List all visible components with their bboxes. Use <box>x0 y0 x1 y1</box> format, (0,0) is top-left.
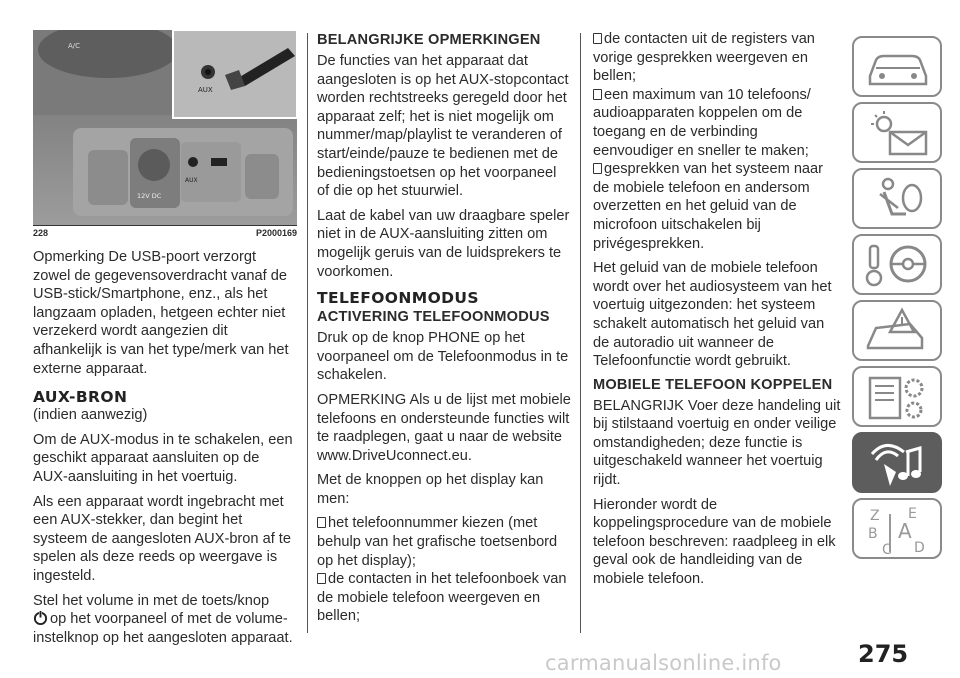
ac-label: A/C <box>68 42 81 50</box>
usb-note: Opmerking De USB-poort verzorgt zowel de gegevensoverdracht vanaf de USB-stick/Smartphone, enz., als het langzaam opladen, hetgeen echter niet verzekerd wordt aangezien dit afhankelijk is van het type/merk van het externe apparaat. <box>33 249 289 377</box>
column-divider-1 <box>307 33 308 633</box>
phone-audio-paragraph: Het geluid van de mobiele telefoon wordt over het audiosysteem van het voertuig uitgezonden: het systeem schakelt automatisch het geluid van de autoradio uit wanneer de Telefoonfunctie wordt gebruikt. <box>593 260 832 370</box>
breakdown-icon <box>862 306 934 358</box>
index-letter-c: C <box>882 542 892 556</box>
phone-activation-paragraph: Druk op de knop PHONE op het voorpaneel om de Telefoonmodus in te schakelen. <box>317 330 569 384</box>
bullet-box-icon <box>593 163 602 174</box>
column-divider-2 <box>580 33 581 633</box>
important-notes-paragraph-1: De functies van het apparaat dat aangesloten is op het AUX-stopcontact worden rechtstreeks geregeld door het apparaat zelf; het is niet mogelijk om nummer/map/playlist te veranderen of start/einde/pauze te bedienen met de bedieningstoetsen op het voorpaneel of die op het stuurwiel. <box>317 53 569 200</box>
aux-paragraph-3 <box>33 592 297 648</box>
bullet-box-icon <box>317 517 326 528</box>
tab-index[interactable] <box>852 498 942 559</box>
bullet-box-icon <box>593 89 602 100</box>
volume-text-a: Stel het volume in met de toets/knop <box>33 592 270 609</box>
bullet-box-icon <box>593 33 602 44</box>
phone-list-note: OPMERKING Als u de lijst met mobiele telefoons en ondersteunde functies wilt te raadplegen, gaat u naar de website www.DriveUconnect.eu. <box>317 391 571 464</box>
index-letter-b: B <box>868 526 878 542</box>
index-letter-e: E <box>908 506 917 522</box>
column-2 <box>317 30 572 632</box>
aux-paragraph-2: Als een apparaat wordt ingebracht met een AUX-stekker, dan begint het systeem de aangesloten AUX-bron af te spelen als deze reeds op weergave is ingesteld. <box>33 493 291 584</box>
list-item: gesprekken van het systeem naar de mobiele telefoon en andersom overzetten en het geluid van de microfoon uitschakelen bij privégesprekken. <box>593 161 824 252</box>
watermark: carmanualsonline.info <box>545 651 782 675</box>
column-1 <box>33 30 297 653</box>
column-3 <box>593 30 841 595</box>
page-number: 275 <box>858 640 909 668</box>
index-icon <box>862 504 934 556</box>
warning-lights-icon <box>862 108 934 160</box>
phone-mode-heading: TELEFOONMODUS <box>317 289 479 308</box>
pair-phone-important: BELANGRIJK Voer deze handeling uit bij stilstaand voertuig en onder veilige omstandigheden; deze functie is uitgeschakeld wanneer het voertuig rijdt. <box>593 397 841 489</box>
volume-text-b: op het voorpaneel of met de volume-instelknop op het aangesloten apparaat. <box>33 611 293 646</box>
tab-emergency[interactable] <box>852 300 942 361</box>
aux-bottom-label: AUX <box>185 177 198 184</box>
list-item: een maximum van 10 telefoons/ audioapparaten koppelen om de toegang en de verbinding eenvoudiger en sneller te maken; <box>593 86 811 159</box>
tab-multimedia[interactable] <box>852 432 942 493</box>
maintenance-icon <box>862 372 934 424</box>
airbag-seat-icon <box>862 174 934 226</box>
aux-heading: AUX-BRON <box>33 388 128 407</box>
phone-activation-heading: ACTIVERING TELEFOONMODUS <box>317 309 550 326</box>
tab-vehicle[interactable] <box>852 36 942 97</box>
important-notes-heading: BELANGRIJKE OPMERKINGEN <box>317 32 541 48</box>
index-letter-z: Z <box>870 508 880 524</box>
aux-paragraph-1: Om de AUX-modus in te schakelen, een geschikt apparaat aansluiten op de AUX-aansluiting in het voertuig. <box>33 431 293 485</box>
important-notes-paragraph-2: Laat de kabel van uw draagbare speler niet in de AUX-aansluiting zitten om mogelijk geruis van de luidsprekers te voorkomen. <box>317 207 570 280</box>
key-steering-icon <box>862 240 934 292</box>
figure-number: 228 <box>33 228 49 238</box>
multimedia-icon <box>862 438 934 490</box>
chapter-tabs <box>852 36 960 564</box>
tab-maintenance[interactable] <box>852 366 942 427</box>
aux-usb-panel-illustration <box>33 30 297 225</box>
figure-caption <box>33 225 297 238</box>
pair-phone-heading: MOBIELE TELEFOON KOPPELEN <box>593 376 833 393</box>
index-letter-d: D <box>914 540 925 556</box>
display-buttons-intro: Met de knoppen op het display kan men: <box>317 472 544 507</box>
bullet-box-icon <box>317 573 326 584</box>
aux-subtitle: (indien aanwezig) <box>33 407 148 424</box>
aux-top-label: AUX <box>198 86 213 94</box>
figure-code: P2000169 <box>255 228 297 238</box>
list-item: de contacten uit de registers van vorige gesprekken weergeven en bellen; <box>593 31 815 85</box>
figure-aux-usb-photo <box>33 30 297 225</box>
car-icon <box>862 42 934 94</box>
tab-starting-driving[interactable] <box>852 234 942 295</box>
tab-warning-lights[interactable] <box>852 102 942 163</box>
socket-label: 12V DC <box>137 192 162 200</box>
power-volume-knob-icon <box>33 610 48 625</box>
list-item: het telefoonnummer kiezen (met behulp van het grafische toetsenbord op het display); <box>317 515 558 569</box>
tab-safety[interactable] <box>852 168 942 229</box>
list-item: de contacten in het telefoonboek van de mobiele telefoon weergeven en bellen; <box>317 571 567 625</box>
index-letter-a: A <box>898 519 912 543</box>
pair-phone-procedure: Hieronder wordt de koppelingsprocedure van de mobiele telefoon beschreven: raadpleeg in elk geval ook de handleiding van de mobiele telefoon. <box>593 496 836 588</box>
